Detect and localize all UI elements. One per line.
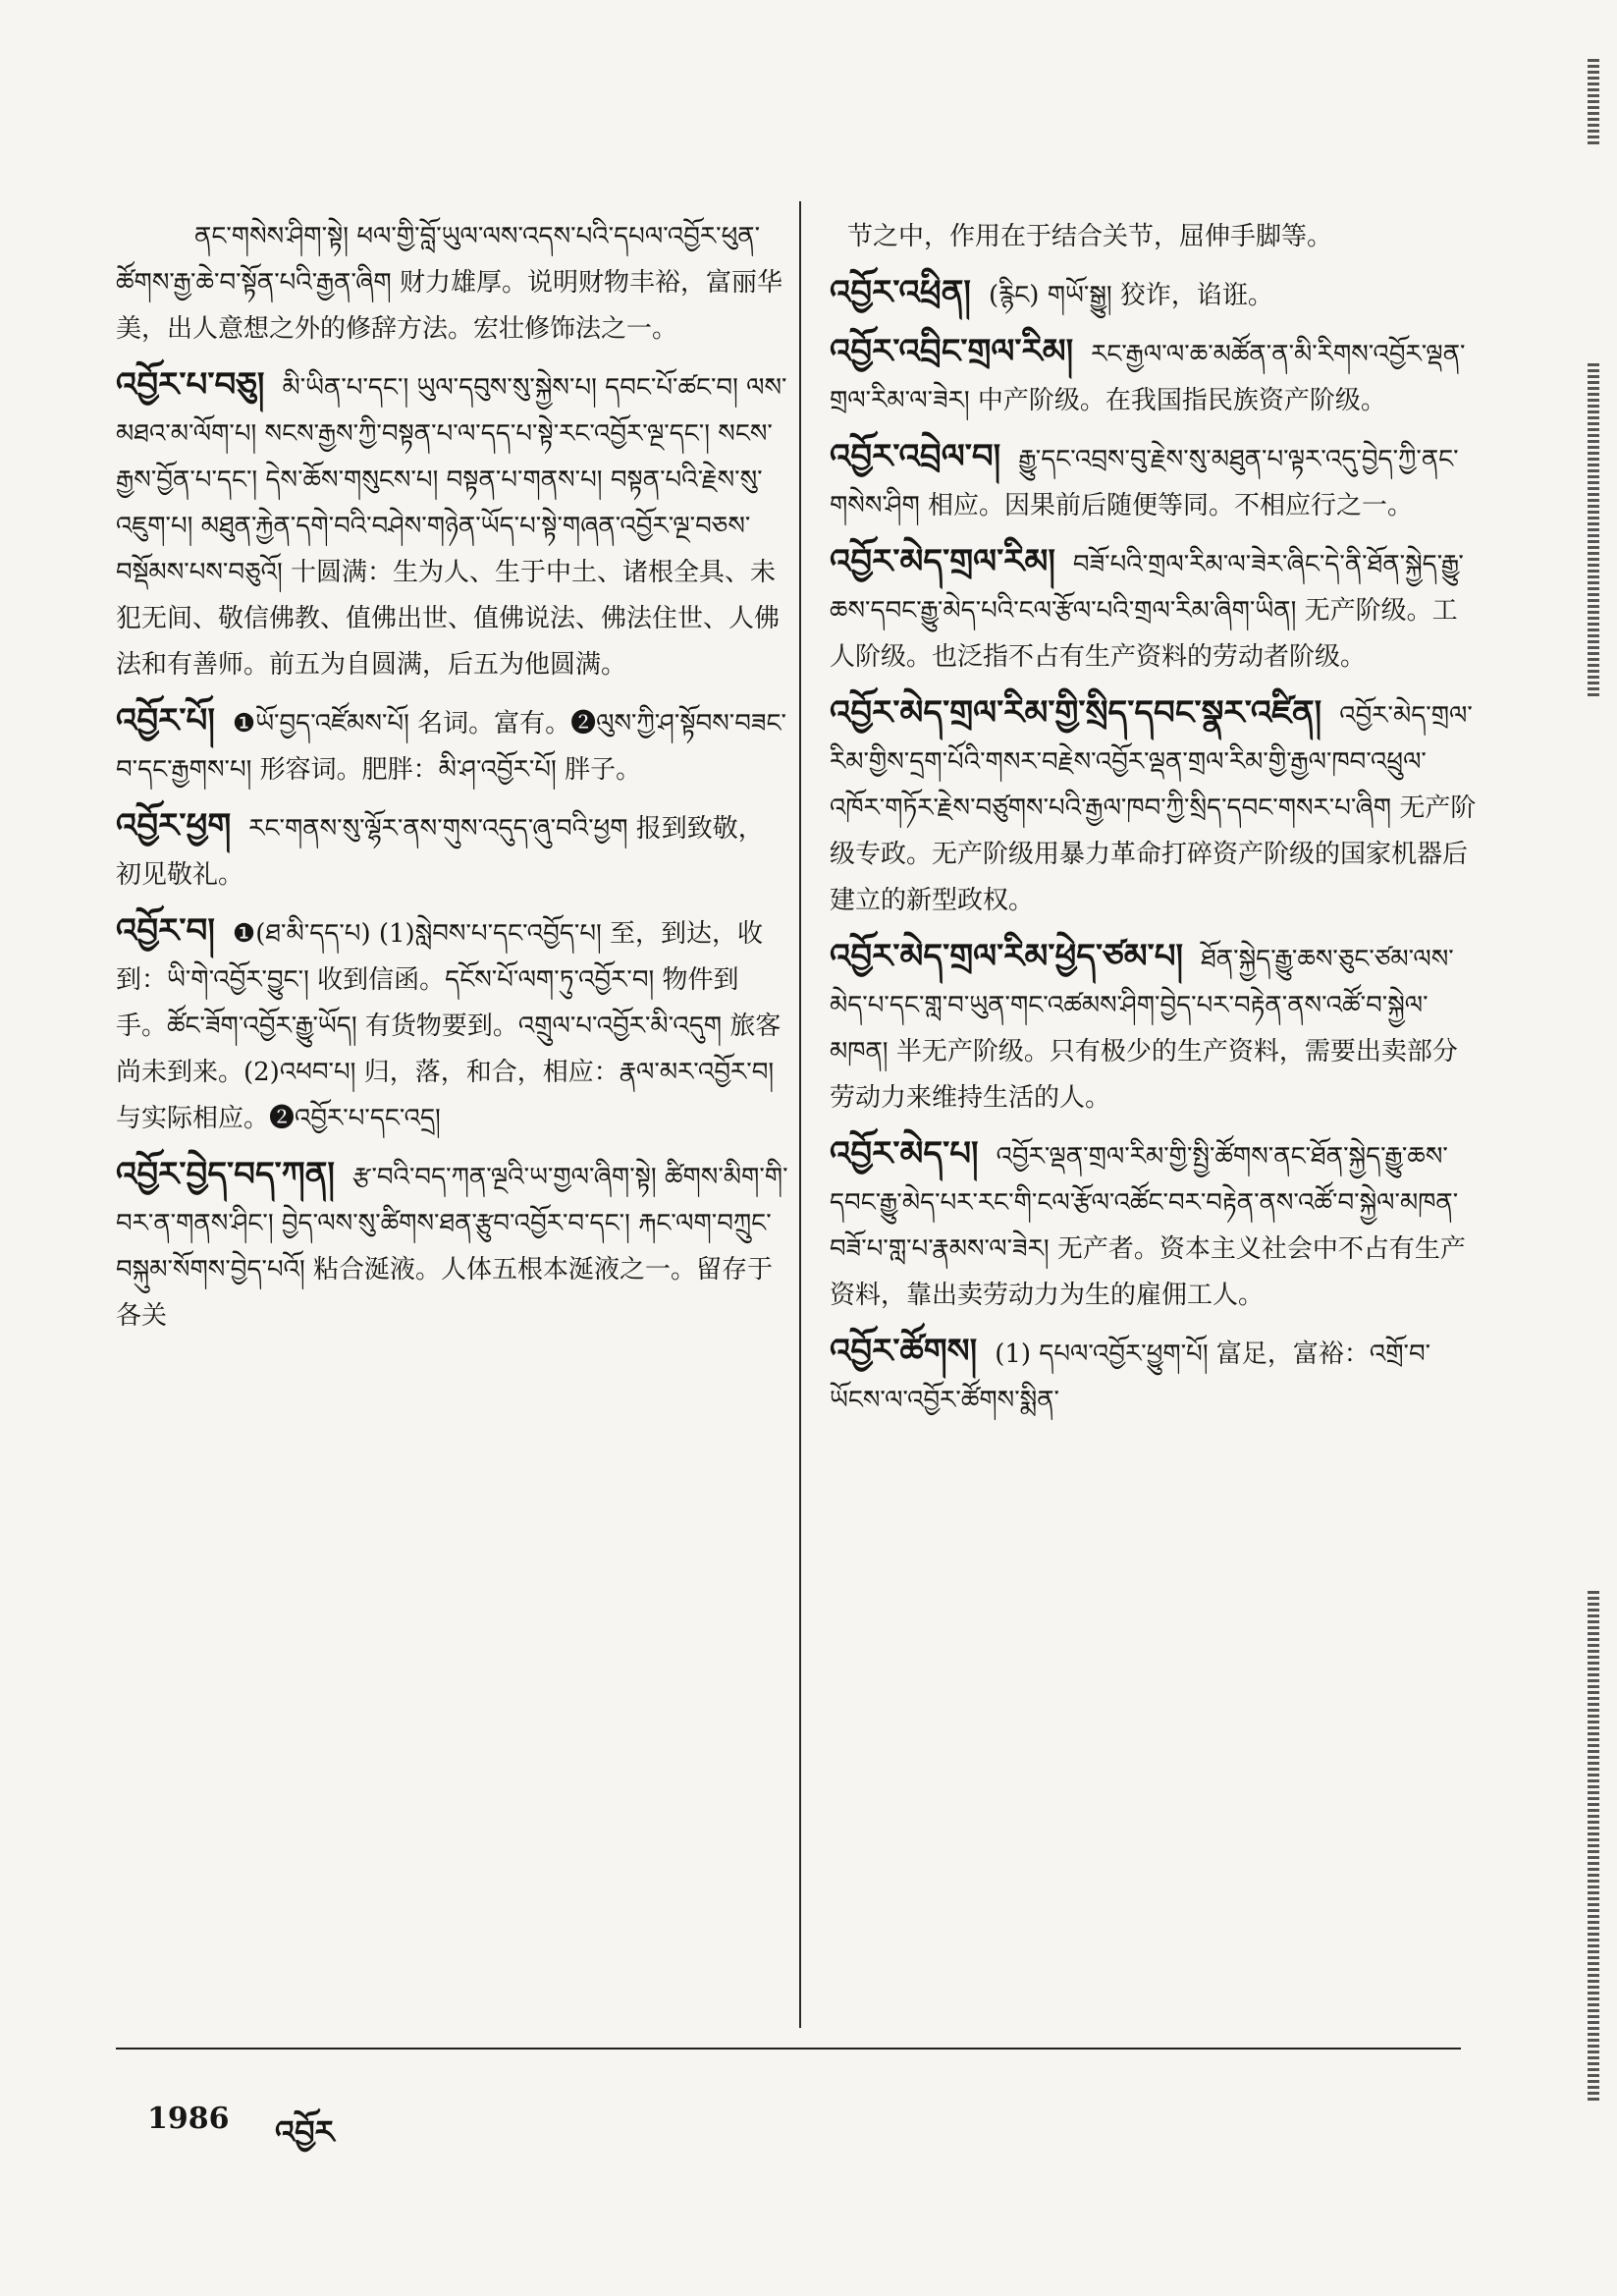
entry-text: (1) དཔལ་འབྱོར་ཕྱུག་པོ། 富足，富裕：འགྲོ་བ་ཡོངས་ལ་འབྱོར་ཚོགས་སྨིན་ [830, 1339, 1431, 1415]
left-column [116, 211, 788, 1349]
entry-text: འབྱོར་ལྡན་གྲལ་རིམ་གྱི་སྤྱི་ཚོགས་ནང་ཐོན་སྐྱེད་རྒྱུ་ཆས་དབང་རྒྱུ་མེད་པར་རང་གི་ངལ་རྩོལ་འཚོང་བར་བརྟེན་ནས་འཚོ་བ་སྐྱེལ་མཁན་བཟོ་པ་གླ་པ་རྣམས་ལ་ཟེར། 无产者。资本主义社会中不占有生产资料，靠出卖劳动力为生的雇佣工人。 [830, 1142, 1466, 1310]
footer-rule [116, 2048, 1461, 2050]
dictionary-entry [116, 698, 788, 793]
headword: འབྱོར་པོ། [116, 701, 215, 740]
entry-text: རང་རྒྱལ་ལ་ཆ་མཚོན་ན་མི་རིགས་འབྱོར་ལྡན་གྲལ་རིམ་ལ་ཟེར། 中产阶级。在我国指民族资产阶级。 [830, 340, 1466, 415]
entry-text: མི་ཡིན་པ་དང་། ཡུལ་དབུས་སུ་སྐྱེས་པ། དབང་པོ་ཚང་བ། ལས་མཐའ་མ་ལོག་པ། སངས་རྒྱས་ཀྱི་བསྟན་པ་ལ་དད་པ་སྟེ་རང་འབྱོར་ལྔ་དང་། སངས་རྒྱས་བྱོན་པ་དང་། དེས་ཆོས་གསུངས་པ། བསྟན་པ་གནས་པ། བསྟན་པའི་རྗེས་སུ་འཇུག་པ། མཐུན་རྐྱེན་དགེ་བའི་བཤེས་གཉེན་ཡོད་པ་སྟེ་གཞན་འབྱོར་ལྔ་བཅས་བསྡོམས་པས་བཅུའོ། 十圆满：生为人、生于中土、诸根全具、未犯无间、敬信佛教、值佛出世、值佛说法、佛法住世、人佛法和有善师。前五为自圆满，后五为他圆满。 [116, 373, 787, 680]
headword: འབྱོར་བྱེད་བད་ཀན། [116, 1155, 335, 1194]
dictionary-entry [830, 1131, 1478, 1319]
headword: འབྱོར་མེད་གྲལ་རིམ། [830, 542, 1055, 581]
dictionary-entry [830, 434, 1478, 529]
dictionary-entry [830, 690, 1478, 924]
dictionary-entry [116, 362, 788, 688]
headword: འབྱོར་ཚོགས། [830, 1332, 978, 1371]
headword: འབྱོར་པ་བཅུ། [116, 365, 265, 405]
entry-text: ཐོན་སྐྱེད་རྒྱུ་ཆས་ཅུང་ཙམ་ལས་མེད་པ་དང་གླ་བ་ཡུན་གང་འཚམས་ཤིག་བྱེད་པར་བརྟེན་ནས་འཚོ་བ་སྐྱེལ་མཁན། 半无产阶级。只有极少的生产资料，需要出卖部分劳动力来维持生活的人。 [830, 945, 1458, 1113]
dictionary-entry [830, 270, 1478, 319]
headword: འབྱོར་འབྲིང་གྲལ་རིམ། [830, 332, 1074, 371]
dictionary-entry [116, 803, 788, 899]
entry-text: ནང་གསེས་ཤིག་སྟེ། ཕལ་གྱི་བློ་ཡུལ་ལས་འདས་པའི་དཔལ་འབྱོར་ཕུན་ཚོགས་རྒྱ་ཆེ་བ་སྟོན་པའི་རྒྱན་ཞིག 财力雄厚。说明财物丰裕，富丽华美，出人意想之外的修辞方法。宏壮修饰法之一。 [116, 222, 782, 344]
headword: འབྱོར་མེད་གྲལ་རིམ་གྱི་སྲིད་དབང་སྣར་འཛིན། [830, 693, 1322, 733]
entry-text: རང་གནས་སུ་ལྷོར་ནས་གུས་འདུད་ཞུ་བའི་ཕྱག 报到致敬，初见敬礼。 [116, 814, 764, 890]
column-divider [799, 201, 801, 2028]
headword: འབྱོར་མེད་པ། [830, 1134, 979, 1174]
page-number: 1986 [147, 2102, 230, 2136]
headword: འབྱོར་མེད་གྲལ་རིམ་ཕྱེད་ཙམ་པ། [830, 937, 1184, 976]
dictionary-entry [116, 211, 788, 353]
dictionary-entry [830, 211, 1478, 260]
entry-text: རྒྱུ་དང་འབྲས་བུ་རྗེས་སུ་མཐུན་པ་ལྟར་འདུ་བྱེད་ཀྱི་ནང་གསེས་ཤིག 相应。因果前后随便等同。不相应行之一。 [830, 445, 1459, 520]
dictionary-entry [116, 908, 788, 1142]
dictionary-entry [830, 539, 1478, 681]
right-column [830, 211, 1478, 1434]
headword: འབྱོར་འབྲེལ་བ། [830, 437, 1001, 476]
dictionary-entry [830, 329, 1478, 424]
headword: འབྱོར་འཕྲིན། [830, 273, 971, 312]
dictionary-entry [116, 1152, 788, 1339]
entry-text: (རྙིང) གཡོ་སྒྱུ། 狡诈，谄诳。 [988, 281, 1273, 310]
entry-text: 节之中，作用在于结合关节，屈伸手脚等。 [847, 222, 1333, 251]
page-edge-mark [1588, 1591, 1599, 2102]
running-head: འབྱོར [275, 2113, 335, 2151]
entry-text: ❶ཡོ་བྱད་འཛོམས་པོ། 名词。富有。❷ལུས་ཀྱི་ཤ་སྟོབས་བཟང་བ་དང་རྒྱགས་པ། 形容词。肥胖：མི་ཤ་འབྱོར་པོ། 胖子。 [116, 709, 786, 785]
headword: འབྱོར་ཕྱག [116, 806, 232, 846]
entry-text: འབྱོར་མེད་གྲལ་རིམ་གྱིས་དྲག་པོའི་གསར་བརྗེས་འབྱོར་ལྡན་གྲལ་རིམ་གྱི་རྒྱལ་ཁབ་འཕྲུལ་འཁོར་གཏོར་རྗེས་བཙུགས་པའི་རྒྱལ་ཁབ་ཀྱི་སྲིད་དབང་གསར་པ་ཞིག 无产阶级专政。无产阶级用暴力革命打碎资产阶级的国家机器后建立的新型政权。 [830, 701, 1477, 915]
entry-text: རྩ་བའི་བད་ཀན་ལྔའི་ཡ་གྱལ་ཞིག་སྟེ། ཚིགས་མིག་གི་བར་ན་གནས་ཤིང་། བྱེད་ལས་སུ་ཚིགས་ཐན་རྩུབ་འབྱོར་བ་དང་། རྐང་ལག་བཀྲུང་བསྐུམ་སོགས་བྱེད་པའོ། 粘合涎液。人体五根本涎液之一。留存于各关 [116, 1163, 788, 1331]
entry-text: བཟོ་པའི་གྲལ་རིམ་ལ་ཟེར་ཞིང་དེ་ནི་ཐོན་སྐྱེད་རྒྱུ་ཆས་དབང་རྒྱུ་མེད་པའི་ངལ་རྩོལ་པའི་གྲལ་རིམ་ཞིག་ཡིན། 无产阶级。工人阶级。也泛指不占有生产资料的劳动者阶级。 [830, 550, 1464, 672]
entry-text: ❶(ཐ་མི་དད་པ) (1)སླེབས་པ་དང་འབྱོད་པ། 至，到达，收到：ཡི་གེ་འབྱོར་བྱུང་། 收到信函。དངོས་པོ་ལག་ཏུ་འབྱོར་བ། 物件到手。ཚོང་ཟོག་འབྱོར་རྒྱུ་ཡོད། 有货物要到。འགྲུལ་པ་འབྱོར་མི་འདུག 旅客尚未到来。(2)འཕབ་པ། 归，落，和合，相应：རྣལ་མར་འབྱོར་བ། 与实际相应。❷འབྱོར་པ་དང་འདྲ། [116, 919, 782, 1133]
page-edge-mark [1588, 363, 1599, 697]
page-edge-mark [1588, 59, 1599, 147]
dictionary-entry [830, 934, 1478, 1121]
headword: འབྱོར་བ། [116, 911, 215, 951]
dictionary-entry [830, 1329, 1478, 1424]
